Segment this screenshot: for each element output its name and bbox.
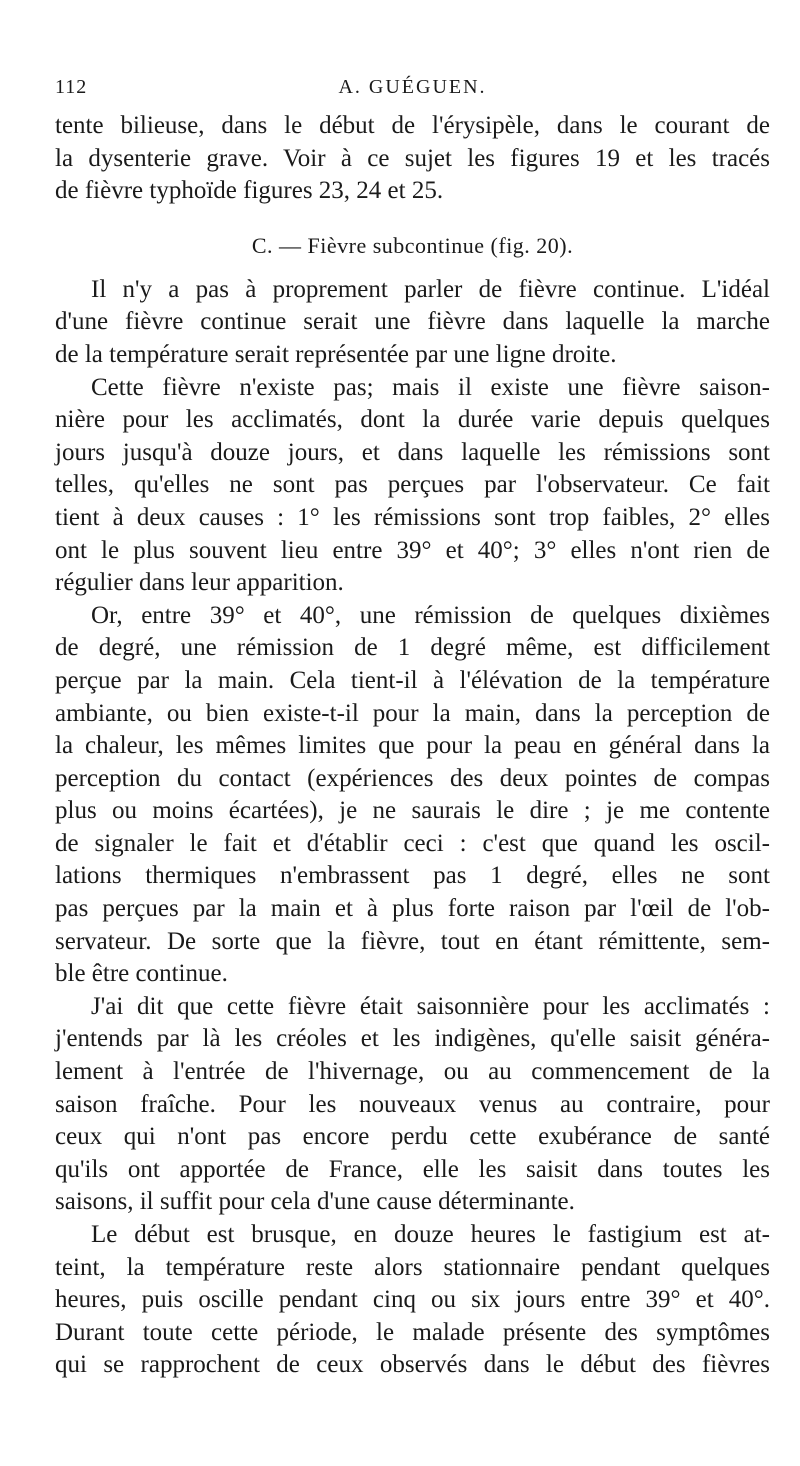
text-line: la dysenterie grave. Voir à ce sujet les figures 19 et les tracés (55, 144, 770, 172)
paragraph (55, 1219, 770, 1382)
text-line: nière pour les acclimatés, dont la durée varie depuis quelques (55, 406, 770, 434)
text-line: perception du contact (expériences des deux pointes de compas (55, 764, 770, 792)
text-line: plus ou moins écartées), je ne saurais le dire ; je me contente (55, 797, 770, 825)
text-line: Or, entre 39° et 40°, une rémission de quelques dixièmes (91, 601, 770, 629)
section-heading: C. — Fièvre subcontinue (fig. 20). (251, 232, 574, 258)
text-line: lations thermiques n'embrassent pas 1 degré, elles ne sont (55, 862, 770, 890)
text-line: perçue par la main. Cela tient-il à l'élévation de la température (55, 666, 770, 694)
text-line: de fièvre typhoïde figures 23, 24 et 25. (55, 177, 444, 205)
text-line: tient à deux causes : 1° les rémissions sont trop faibles, 2° elles (55, 503, 770, 531)
running-head-title: A. GUÉGUEN. (338, 76, 487, 98)
text-line: jours jusqu'à douze jours, et dans laquelle les rémissions sont (55, 438, 770, 466)
text-line: de signaler le fait et d'établir ceci : c'est que quand les oscil- (55, 829, 770, 857)
text-line: Le début est brusque, en douze heures le fastigium est at- (91, 1221, 770, 1248)
text-line: saisons, il suffit pour cela d'une cause déterminante. (55, 1188, 575, 1216)
text-line: qui se rapprochent de ceux observés dans le début des fièvres (55, 1351, 770, 1379)
opening-paragraph (55, 110, 770, 208)
running-head (55, 76, 770, 110)
document-page (55, 76, 770, 1382)
text-line: J'ai dit que cette fièvre était saisonnière pour les acclimatés : (91, 992, 770, 1020)
text-line: ble être continue. (55, 960, 228, 988)
text-line: régulier dans leur apparition. (55, 569, 344, 597)
text-line: de degré, une rémission de 1 degré même, est difficilement (55, 634, 770, 662)
text-line: pas perçues par la main et à plus forte raison par l'œil de l'ob- (55, 895, 770, 923)
paragraph (55, 372, 770, 600)
text-line: servateur. De sorte que la fièvre, tout en étant rémittente, sem- (55, 927, 770, 955)
paragraph (55, 991, 770, 1219)
text-line: teint, la température reste alors stationnaire pendant quelques (55, 1253, 770, 1281)
text-line: saison fraîche. Pour les nouveaux venus au contraire, pour (55, 1090, 770, 1118)
paragraph (55, 600, 770, 991)
text-line: ambiante, ou bien existe-t-il pour la main, dans la perception de (55, 699, 770, 727)
text-line: j'entends par là les créoles et les indigènes, qu'elle saisit généra- (55, 1025, 770, 1053)
text-line: Durant toute cette période, le malade présente des symptômes (55, 1318, 770, 1346)
text-line: lement à l'entrée de l'hivernage, ou au commencement de la (55, 1058, 770, 1086)
text-line: d'une fièvre continue serait une fièvre dans laquelle la marche (55, 308, 770, 336)
text-line: tente bilieuse, dans le début de l'érysipèle, dans le courant de (55, 112, 770, 139)
text-line: heures, puis oscille pendant cinq ou six jours entre 39° et 40°. (55, 1286, 770, 1314)
text-line: la chaleur, les mêmes limites que pour la peau en général dans la (55, 732, 770, 760)
page-number: 112 (55, 76, 88, 98)
text-line: ont le plus souvent lieu entre 39° et 40°; 3° elles n'ont rien de (55, 536, 770, 564)
text-line: qu'ils ont apportée de France, elle les saisit dans toutes les (55, 1155, 770, 1183)
text-line: telles, qu'elles ne sont pas perçues par l'observateur. Ce fait (55, 471, 770, 499)
text-line: ceux qui n'ont pas encore perdu cette exubérance de santé (55, 1123, 770, 1151)
text-line: Cette fièvre n'existe pas; mais il existe une fièvre saison- (91, 373, 770, 401)
text-line: Il n'y a pas à proprement parler de fièvre continue. L'idéal (91, 275, 770, 303)
paragraph (55, 274, 770, 372)
text-line: de la température serait représentée par une ligne droite. (55, 340, 617, 368)
